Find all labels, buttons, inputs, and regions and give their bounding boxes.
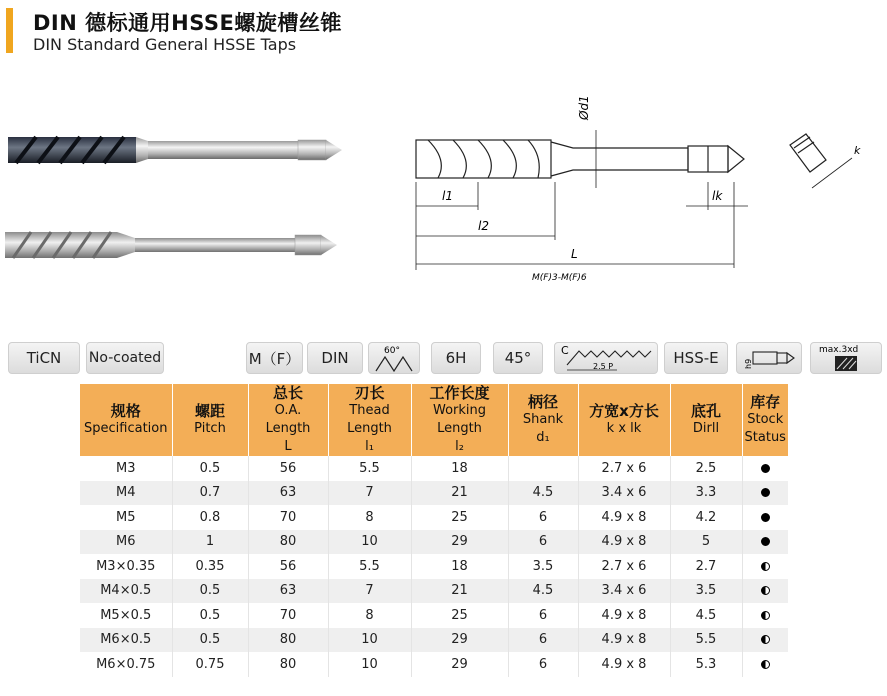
- column-header: [328, 384, 411, 456]
- table-cell-L: 80: [248, 652, 328, 677]
- table-cell-pitch: 0.75: [172, 652, 248, 677]
- column-header-cn: 总长: [272, 384, 303, 402]
- column-header: [248, 384, 328, 456]
- column-header-sub: Status: [744, 430, 786, 445]
- column-header-sub: l₂: [455, 439, 464, 454]
- column-header: [508, 384, 578, 456]
- table-cell-l1: 10: [328, 652, 411, 677]
- table-cell-stock: [742, 603, 788, 628]
- column-header-en: Dirll: [692, 421, 720, 436]
- limited-stock-icon: [761, 562, 770, 571]
- table-header-row: [80, 384, 788, 456]
- column-header-cn: 底孔: [690, 402, 721, 420]
- table-cell-spec: M3×0.35: [80, 554, 172, 579]
- column-header: [80, 384, 172, 456]
- table-cell-spec: M3: [80, 456, 172, 481]
- table-cell-pitch: 0.5: [172, 603, 248, 628]
- table-cell-d1: 3.5: [508, 554, 578, 579]
- table-cell-spec: M6: [80, 530, 172, 555]
- page-title: DIN 德标通用HSSE螺旋槽丝锥: [33, 11, 342, 35]
- thread-angle-icon: [368, 342, 420, 374]
- table-row: [80, 628, 788, 653]
- chamfer-sub-text: 2.5 P: [593, 362, 614, 371]
- table-cell-L: 56: [248, 456, 328, 481]
- table-cell-kxlk: 4.9 x 8: [578, 530, 670, 555]
- table-cell-drill: 2.5: [670, 456, 742, 481]
- table-cell-stock: [742, 505, 788, 530]
- hole-depth-text: max.3xd: [819, 345, 859, 355]
- table-cell-d1: 4.5: [508, 579, 578, 604]
- table-cell-pitch: 0.5: [172, 579, 248, 604]
- limited-stock-icon: [761, 586, 770, 595]
- spec-table: [80, 384, 788, 677]
- l2-label: l2: [478, 219, 489, 233]
- table-row: [80, 652, 788, 677]
- column-header-cn: 柄径: [527, 393, 558, 411]
- table-cell-stock: [742, 530, 788, 555]
- in-stock-icon: [761, 537, 770, 546]
- table-cell-pitch: 0.7: [172, 481, 248, 506]
- table-cell-kxlk: 3.4 x 6: [578, 579, 670, 604]
- table-cell-kxlk: 4.9 x 8: [578, 603, 670, 628]
- table-cell-l2: 21: [411, 579, 508, 604]
- column-header-en: Thead Length: [347, 403, 392, 436]
- shank-tolerance-icon: [736, 342, 802, 374]
- table-cell-l1: 10: [328, 628, 411, 653]
- limited-stock-icon: [761, 611, 770, 620]
- table-cell-l2: 21: [411, 481, 508, 506]
- table-cell-kxlk: 3.4 x 6: [578, 481, 670, 506]
- table-cell-pitch: 0.35: [172, 554, 248, 579]
- table-cell-l1: 8: [328, 505, 411, 530]
- table-cell-drill: 4.5: [670, 603, 742, 628]
- table-cell-kxlk: 2.7 x 6: [578, 554, 670, 579]
- column-header-cn: 库存: [750, 393, 781, 411]
- column-header-sub: d₁: [536, 430, 550, 445]
- table-cell-drill: 4.2: [670, 505, 742, 530]
- table-cell-stock: [742, 481, 788, 506]
- in-stock-icon: [761, 513, 770, 522]
- table-cell-pitch: 0.8: [172, 505, 248, 530]
- table-cell-l2: 29: [411, 530, 508, 555]
- column-header-en: Working Length: [432, 403, 487, 436]
- table-cell-d1: [508, 456, 578, 481]
- column-header-en: Pitch: [194, 421, 226, 436]
- table-row: [80, 481, 788, 506]
- table-cell-stock: [742, 456, 788, 481]
- table-cell-l2: 18: [411, 554, 508, 579]
- square-detail-drawing: [780, 120, 870, 210]
- tolerance-label: M(F)3-M(F)6: [532, 273, 587, 283]
- table-cell-L: 80: [248, 628, 328, 653]
- table-cell-stock: [742, 554, 788, 579]
- table-row: [80, 603, 788, 628]
- column-header-cn: 螺距: [194, 402, 225, 420]
- chamfer-icon: [554, 342, 658, 374]
- column-header-cn: 规格: [110, 402, 141, 420]
- table-cell-L: 63: [248, 579, 328, 604]
- table-row: [80, 554, 788, 579]
- table-cell-L: 80: [248, 530, 328, 555]
- table-cell-drill: 5.5: [670, 628, 742, 653]
- table-cell-d1: 6: [508, 652, 578, 677]
- chamfer-text: C: [561, 344, 569, 357]
- L-label: L: [571, 247, 578, 261]
- page-subtitle: DIN Standard General HSSE Taps: [33, 35, 297, 54]
- table-cell-drill: 5.3: [670, 652, 742, 677]
- table-cell-l1: 7: [328, 481, 411, 506]
- table-cell-l1: 5.5: [328, 456, 411, 481]
- table-row: [80, 579, 788, 604]
- table-cell-l2: 25: [411, 603, 508, 628]
- table-cell-spec: M4×0.5: [80, 579, 172, 604]
- table-row: [80, 505, 788, 530]
- table-cell-d1: 6: [508, 505, 578, 530]
- table-cell-d1: 6: [508, 628, 578, 653]
- table-cell-l2: 29: [411, 628, 508, 653]
- column-header: [172, 384, 248, 456]
- column-header: [670, 384, 742, 456]
- limited-stock-icon: [761, 635, 770, 644]
- column-header-en: Specification: [84, 421, 168, 436]
- thread-angle-text: 60°: [384, 346, 400, 356]
- column-header: [742, 384, 788, 456]
- lk-label: lk: [712, 189, 723, 203]
- table-cell-kxlk: 4.9 x 8: [578, 628, 670, 653]
- in-stock-icon: [761, 464, 770, 473]
- uncoated-tap-photo: [5, 222, 345, 268]
- table-cell-drill: 3.5: [670, 579, 742, 604]
- table-cell-drill: 5: [670, 530, 742, 555]
- table-cell-drill: 3.3: [670, 481, 742, 506]
- column-header-en: Shank: [522, 412, 564, 427]
- ticn-tap-photo: [8, 125, 348, 175]
- d1-label: Ød1: [577, 95, 591, 120]
- table-cell-stock: [742, 652, 788, 677]
- table-cell-d1: 6: [508, 603, 578, 628]
- table-cell-l1: 7: [328, 579, 411, 604]
- coating-ticn-badge: TiCN: [8, 342, 80, 374]
- table-cell-L: 70: [248, 505, 328, 530]
- table-row: [80, 456, 788, 481]
- in-stock-icon: [761, 488, 770, 497]
- table-cell-l2: 29: [411, 652, 508, 677]
- table-cell-spec: M4: [80, 481, 172, 506]
- table-cell-spec: M6×0.5: [80, 628, 172, 653]
- column-header-en: k x lk: [606, 421, 642, 436]
- tap-technical-drawing: [408, 90, 753, 290]
- table-cell-kxlk: 2.7 x 6: [578, 456, 670, 481]
- k-label: k: [854, 144, 861, 157]
- table-cell-L: 56: [248, 554, 328, 579]
- column-header: [578, 384, 670, 456]
- accent-bar: [6, 8, 13, 53]
- table-row: [80, 530, 788, 555]
- tolerance-class-badge: 6H: [431, 342, 481, 374]
- shank-tolerance-text: h9: [744, 358, 753, 369]
- thread-type-badge: M（F）: [246, 342, 303, 374]
- table-cell-pitch: 1: [172, 530, 248, 555]
- table-cell-L: 70: [248, 603, 328, 628]
- standard-badge: DIN: [307, 342, 363, 374]
- column-header-sub: l₁: [365, 439, 374, 454]
- table-cell-spec: M5×0.5: [80, 603, 172, 628]
- table-cell-pitch: 0.5: [172, 628, 248, 653]
- table-cell-pitch: 0.5: [172, 456, 248, 481]
- column-header: [411, 384, 508, 456]
- table-cell-drill: 2.7: [670, 554, 742, 579]
- table-cell-l1: 10: [328, 530, 411, 555]
- coating-none-badge: No-coated: [86, 342, 164, 374]
- l1-label: l1: [442, 189, 453, 203]
- table-cell-L: 63: [248, 481, 328, 506]
- table-cell-d1: 6: [508, 530, 578, 555]
- table-cell-l1: 5.5: [328, 554, 411, 579]
- column-header-cn: 工作长度: [429, 384, 490, 402]
- helix-angle-badge: 45°: [493, 342, 543, 374]
- limited-stock-icon: [761, 660, 770, 669]
- column-header-en: Stock: [747, 412, 784, 427]
- table-body: [80, 456, 788, 677]
- table-cell-l1: 8: [328, 603, 411, 628]
- hole-depth-icon: [810, 342, 882, 374]
- table-cell-l2: 25: [411, 505, 508, 530]
- table-cell-stock: [742, 628, 788, 653]
- table-cell-kxlk: 4.9 x 8: [578, 652, 670, 677]
- table-cell-kxlk: 4.9 x 8: [578, 505, 670, 530]
- table-cell-l2: 18: [411, 456, 508, 481]
- column-header-sub: L: [284, 439, 292, 454]
- table-cell-d1: 4.5: [508, 481, 578, 506]
- column-header-cn: 方宽x方长: [589, 402, 659, 420]
- table-cell-spec: M6×0.75: [80, 652, 172, 677]
- column-header-cn: 刃长: [354, 384, 385, 402]
- table-cell-stock: [742, 579, 788, 604]
- table-cell-spec: M5: [80, 505, 172, 530]
- column-header-en: O.A. Length: [265, 403, 311, 436]
- material-badge: HSS-E: [664, 342, 728, 374]
